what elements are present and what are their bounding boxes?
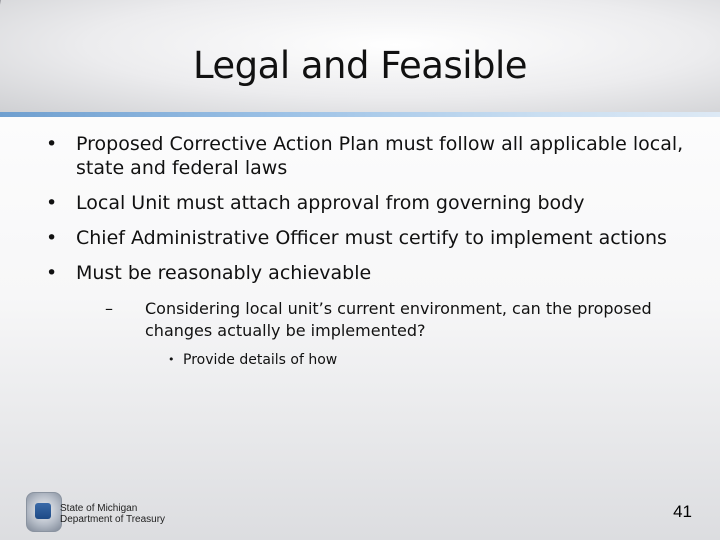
bullet-text: Must be reasonably achievable <box>76 262 372 284</box>
bullet-marker: • <box>46 192 58 214</box>
bullet-item <box>46 226 686 250</box>
sub-sub-bullet-text: Provide details of how <box>183 352 338 368</box>
state-seal-icon <box>26 492 62 532</box>
seal-shield <box>35 503 51 519</box>
sub-sub-bullet-marker: • <box>168 353 175 366</box>
bullet-text: Local Unit must attach approval from governing body <box>76 192 585 214</box>
slide-content <box>46 132 686 369</box>
bullet-item <box>46 261 686 285</box>
title-divider <box>0 112 720 117</box>
bullet-item <box>46 191 686 215</box>
slide-title: Legal and Feasible <box>192 44 528 87</box>
bullet-marker: • <box>46 227 58 249</box>
footer-line-state: State of Michigan <box>60 503 138 514</box>
sub-bullet-item <box>105 298 665 342</box>
bullet-item <box>46 132 686 180</box>
sub-sub-bullet-item <box>168 351 686 369</box>
bullet-marker: • <box>46 262 58 284</box>
footer-line-department: Department of Treasury <box>60 514 166 525</box>
bullet-text: Proposed Corrective Action Plan must follow all applicable local, state and federal laws <box>76 133 684 179</box>
page-number: 41 <box>673 502 692 521</box>
sub-bullet-marker: – <box>105 299 113 318</box>
bullet-text: Chief Administrative Officer must certify to implement actions <box>76 227 667 249</box>
bullet-marker: • <box>46 133 58 155</box>
footer-organization <box>60 503 165 525</box>
sub-bullet-text: Considering local unit’s current environment, can the proposed changes actually be implemented? <box>145 299 652 340</box>
